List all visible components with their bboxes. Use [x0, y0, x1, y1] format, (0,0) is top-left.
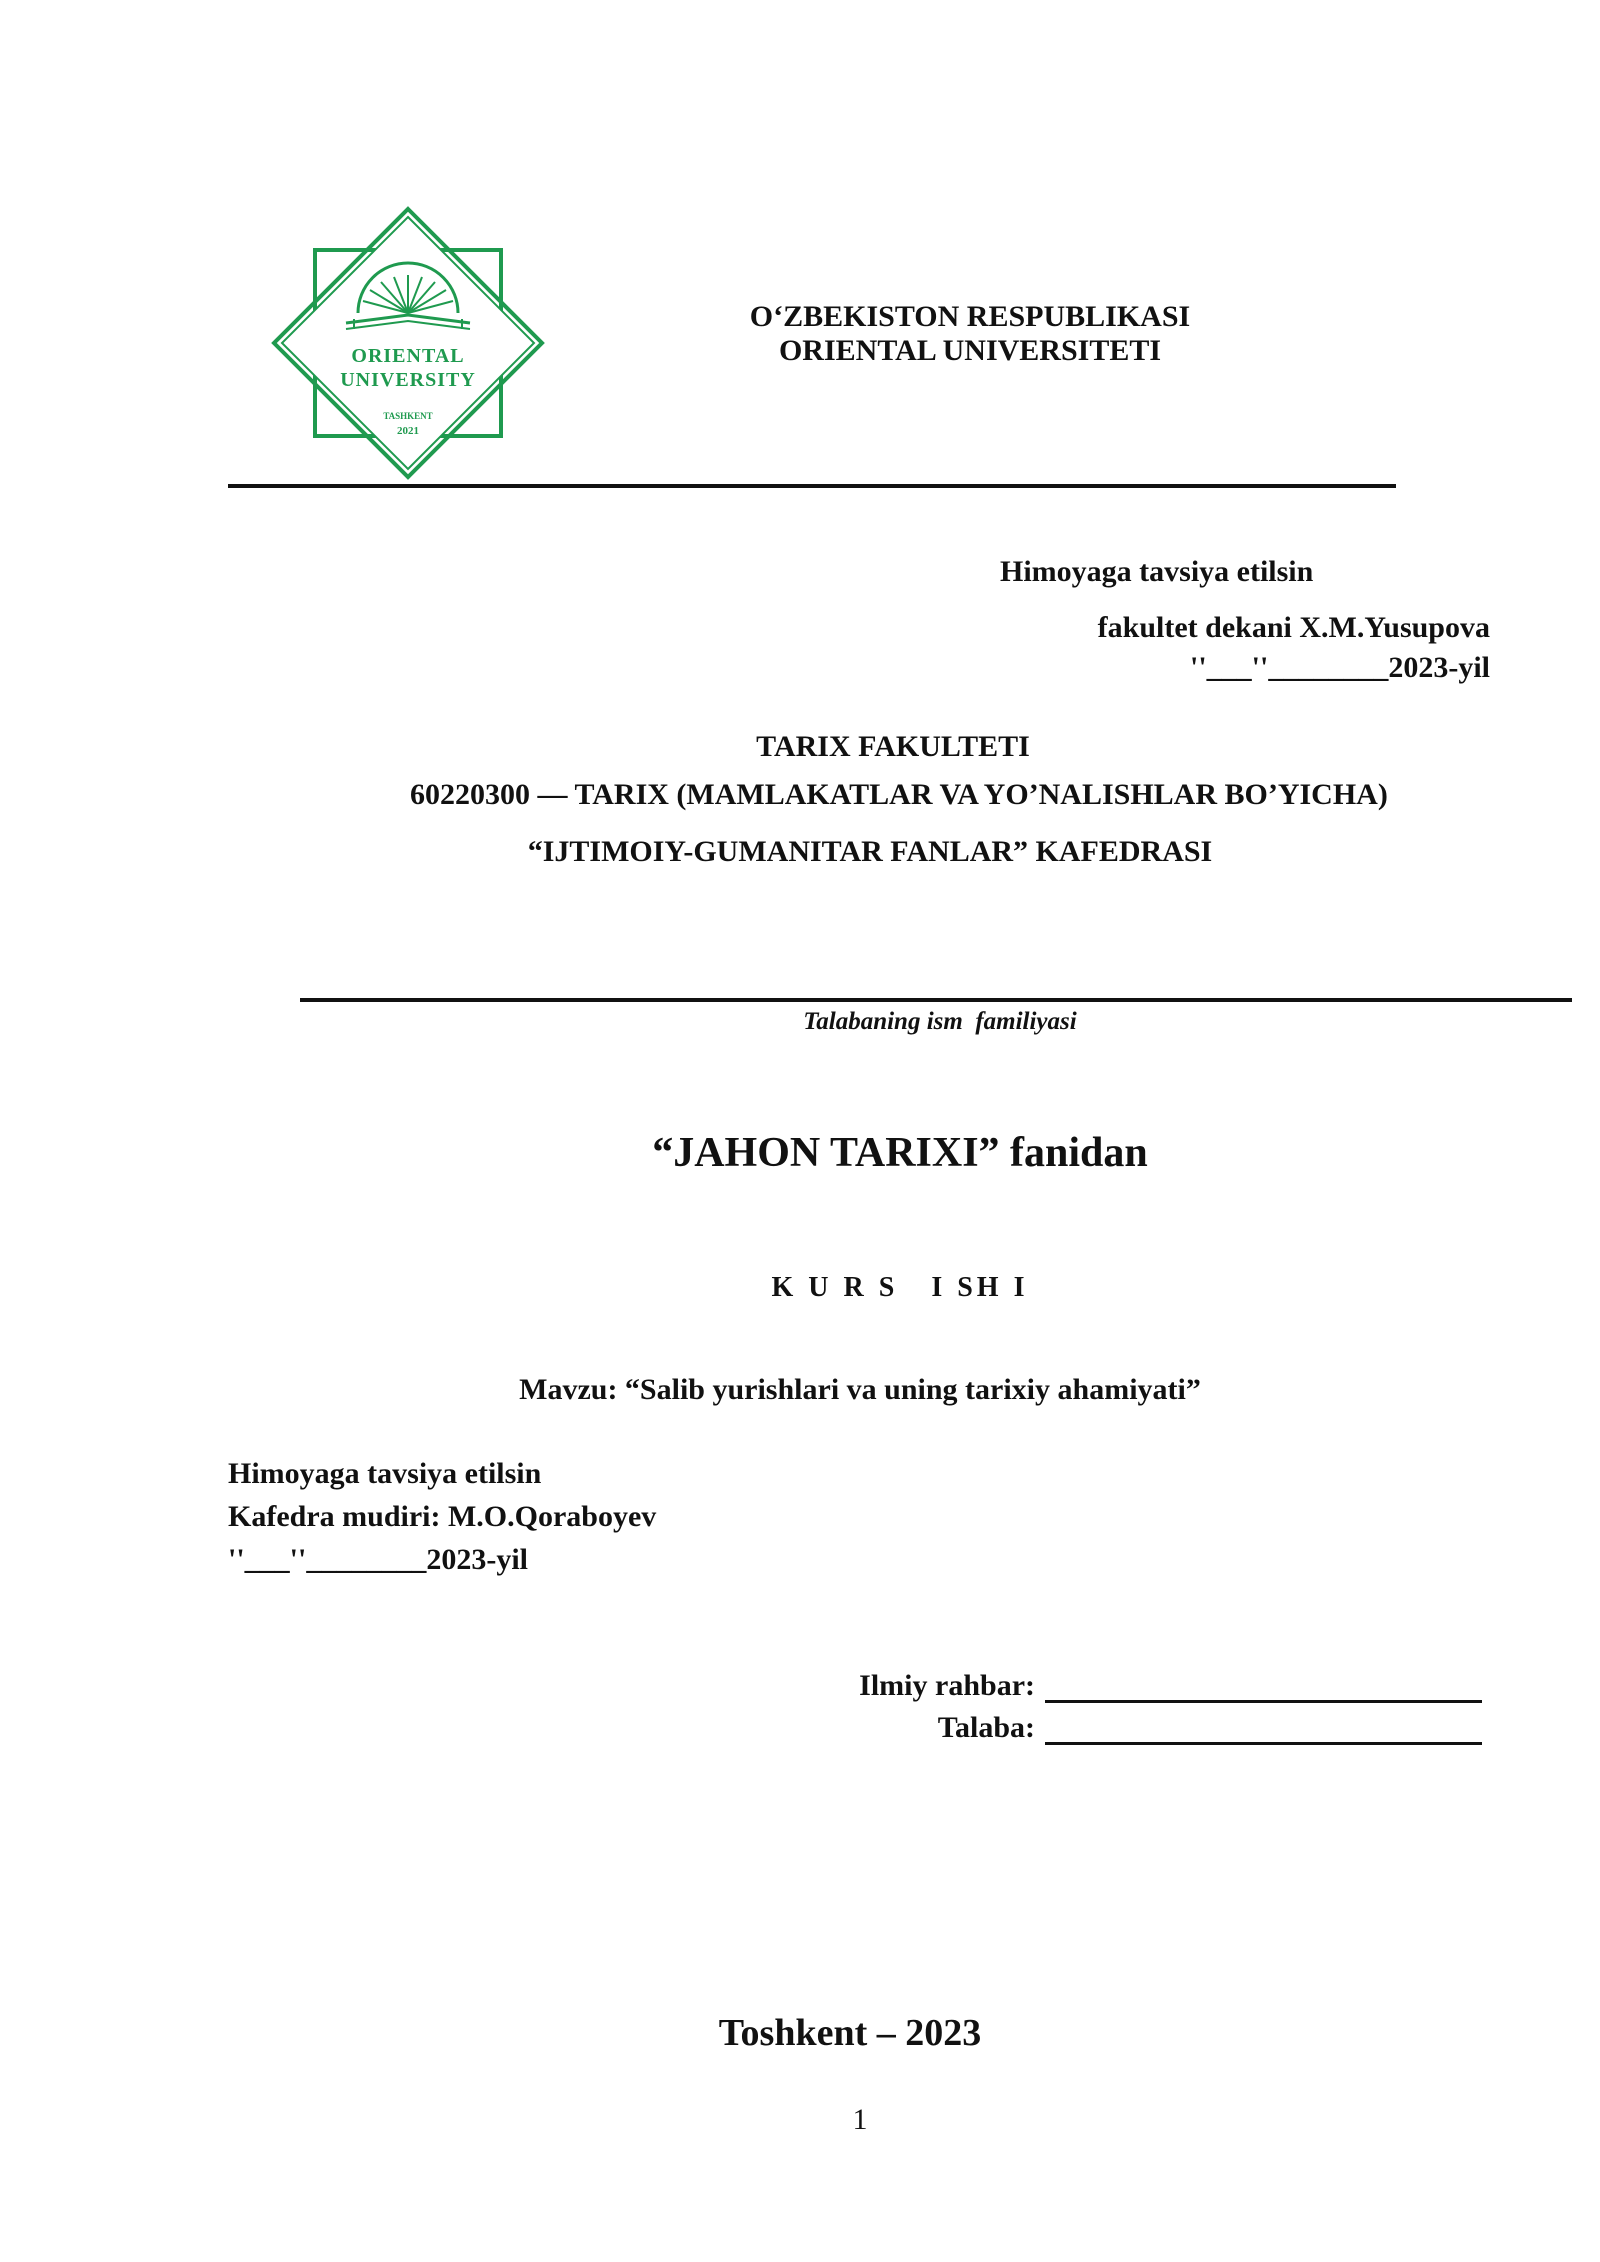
- country-name: O‘ZBEKISTON RESPUBLIKASI: [749, 300, 1191, 333]
- logo-city: TASHKENT: [383, 411, 433, 421]
- student-name-caption: Talabaning ism familiyasi: [803, 1008, 1077, 1035]
- dean-approval-line2: fakultet dekani X.M.Yusupova: [1097, 611, 1490, 644]
- supervisor-signature-line: [1045, 1700, 1482, 1703]
- page-number: 1: [852, 2103, 868, 2136]
- program-name: 60220300 — TARIX (MAMLAKATLAR VA YO’NALISHLAR BO’YICHA): [410, 778, 1388, 811]
- head-approval-line1: Himoyaga tavsiya etilsin: [228, 1457, 542, 1490]
- work-type: K U R S I SH I: [771, 1272, 1029, 1303]
- logo-text-line2: UNIVERSITY: [340, 369, 476, 391]
- oriental-university-logo: [270, 205, 546, 481]
- supervisor-signature-label: Ilmiy rahbar:: [859, 1669, 1035, 1702]
- department-head-approval: [228, 1452, 988, 1581]
- logo-text-line1: ORIENTAL: [351, 345, 465, 367]
- institution-header: [640, 300, 1300, 368]
- header-divider: [228, 484, 1396, 488]
- subject-title: “JAHON TARIXI” fanidan: [652, 1130, 1148, 1176]
- dean-approval-line1: Himoyaga tavsiya etilsin: [1000, 555, 1314, 588]
- student-signature-label: Talaba:: [937, 1711, 1035, 1744]
- student-signature-line: [1045, 1742, 1482, 1745]
- head-approval-date: ''___''________2023-yil: [228, 1543, 528, 1576]
- department-name: “IJTIMOIY-GUMANITAR FANLAR” KAFEDRASI: [527, 835, 1213, 868]
- dean-approval-date: ''___''________2023-yil: [1190, 651, 1490, 684]
- head-approval-line2: Kafedra mudiri: M.O.Qoraboyev: [228, 1500, 657, 1533]
- logo-year: 2021: [397, 425, 419, 437]
- logo-emblem: [270, 205, 546, 481]
- city-year: Toshkent – 2023: [718, 2012, 982, 2054]
- student-name-line: [300, 998, 1572, 1002]
- university-name: ORIENTAL UNIVERSITETI: [778, 334, 1162, 367]
- faculty-name: TARIX FAKULTETI: [756, 730, 1030, 763]
- topic-line: Mavzu: “Salib yurishlari va uning tarixiy ahamiyati”: [519, 1373, 1201, 1406]
